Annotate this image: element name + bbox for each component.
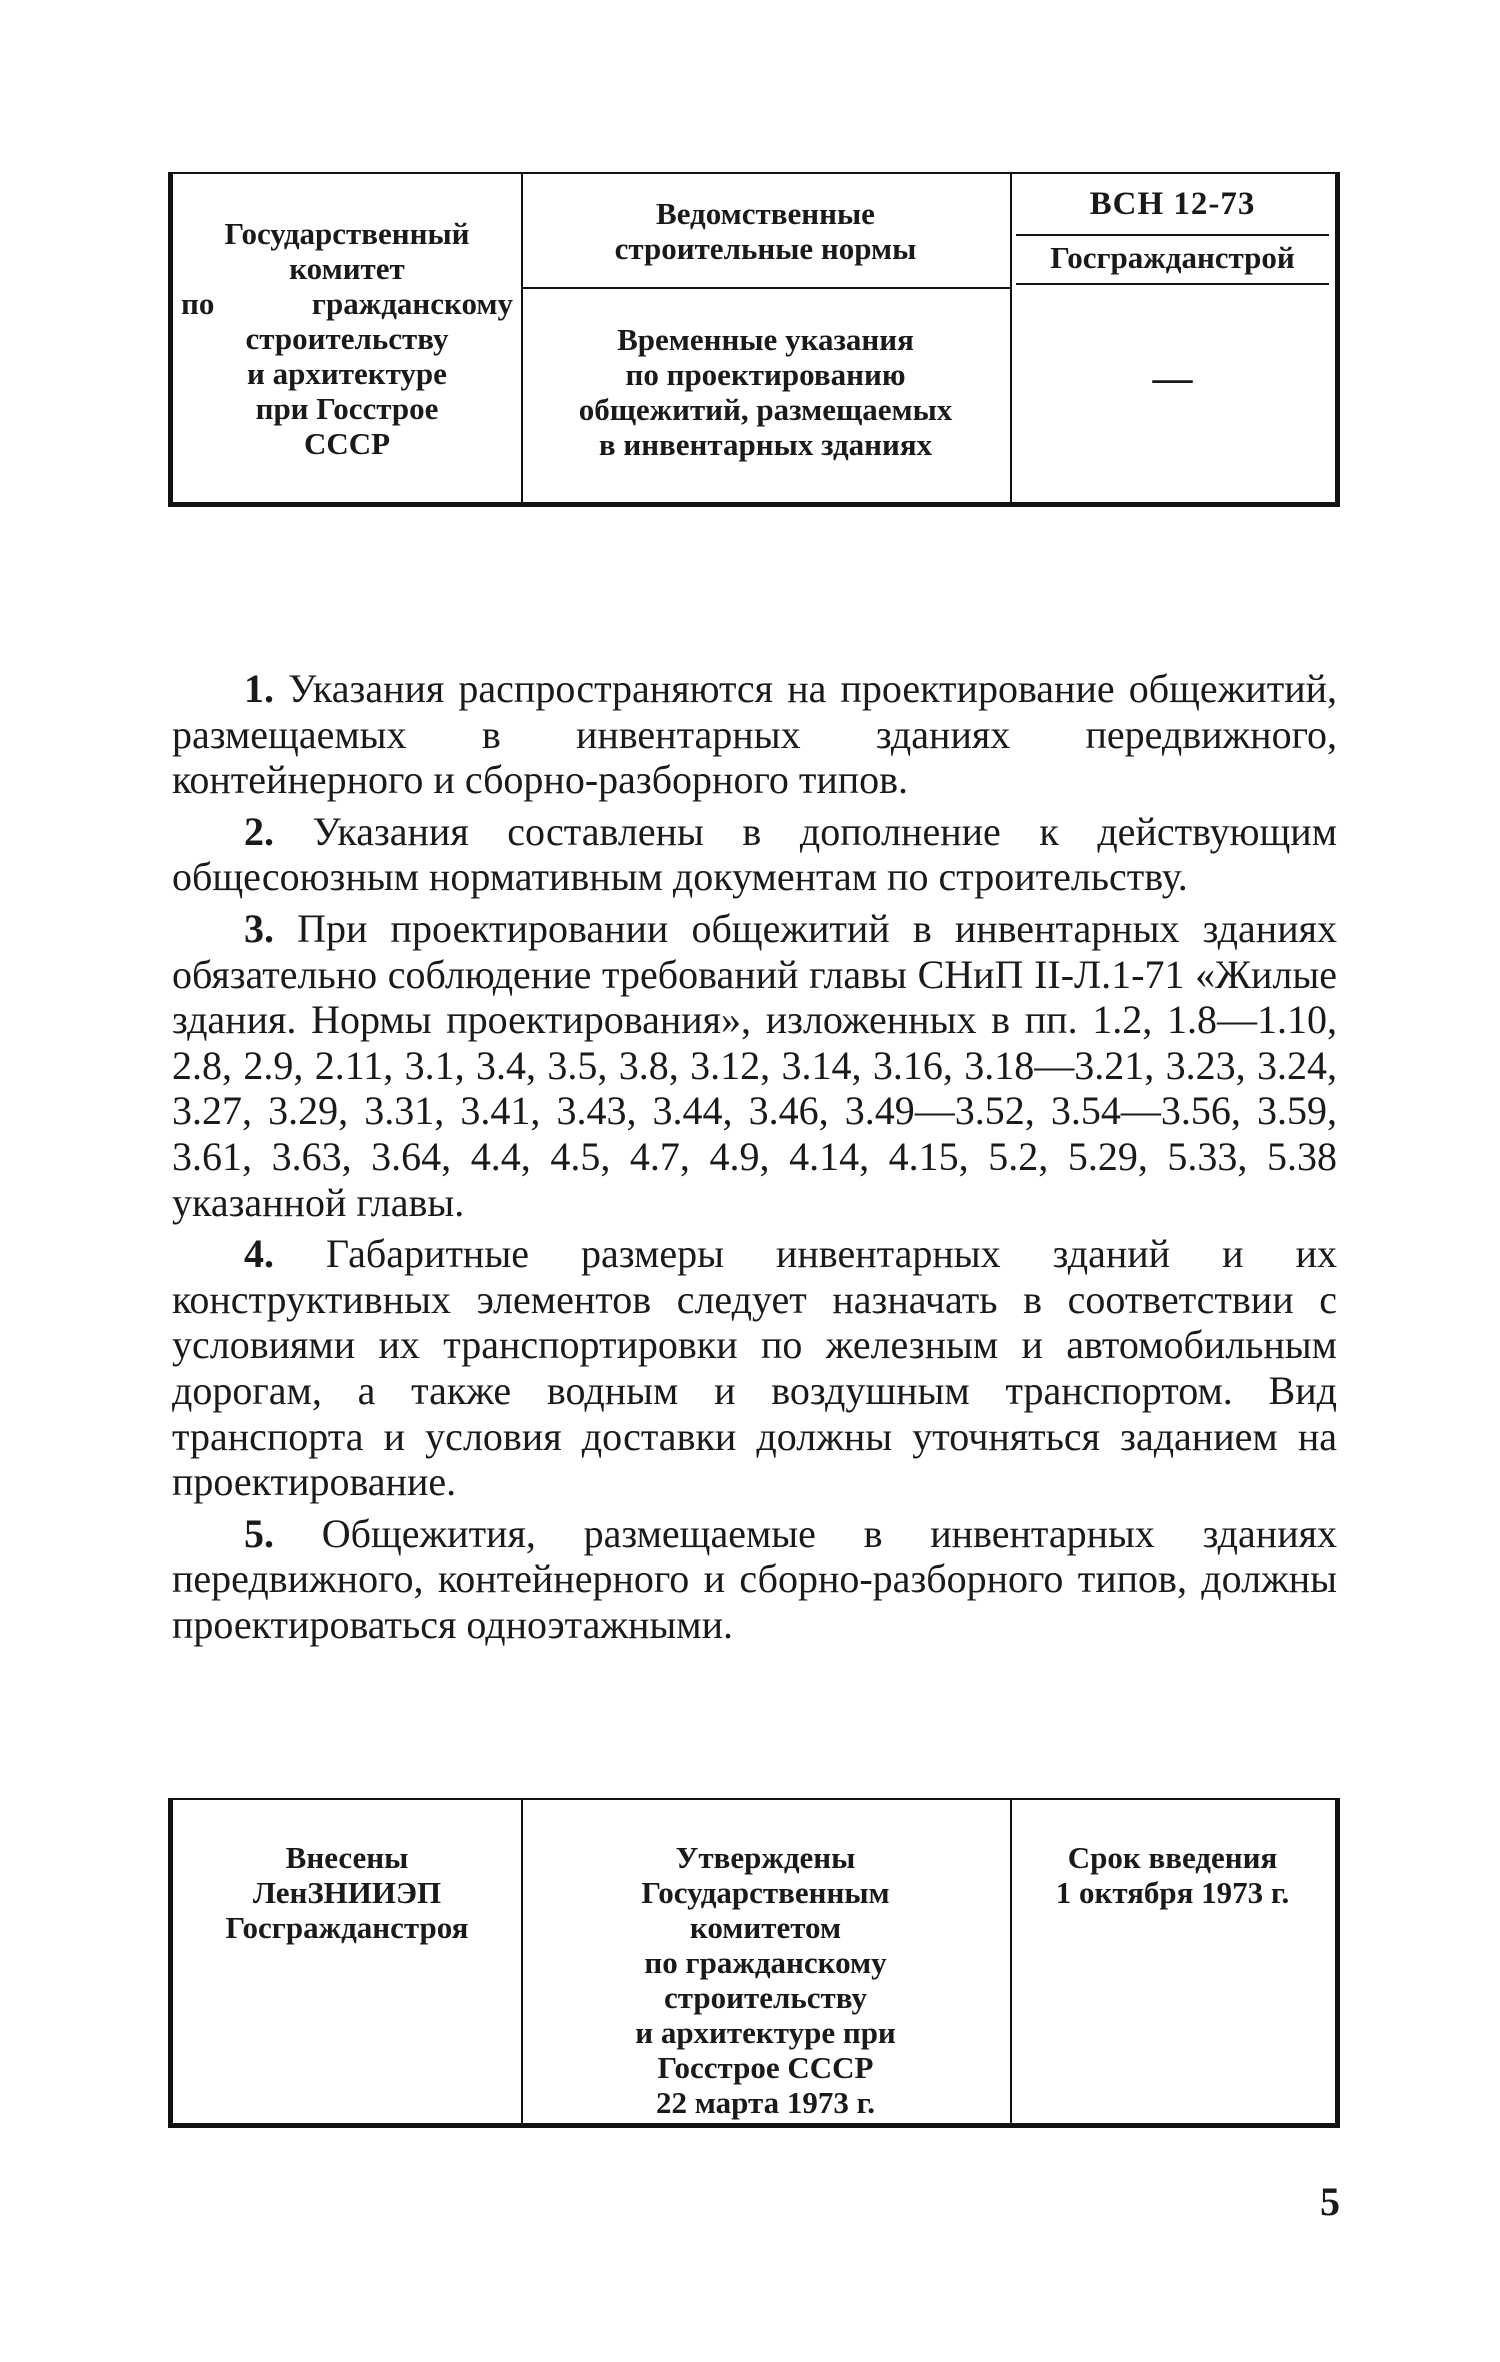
effective-text [1014, 1840, 1331, 1910]
issuer-line: строительству [245, 321, 449, 356]
cell-divider [521, 287, 1010, 289]
doc-type-line: Ведомственные [656, 196, 875, 231]
doc-title [527, 322, 1004, 462]
paragraph-number: 1. [244, 666, 274, 711]
title-line: по проектированию [625, 357, 906, 392]
approved-line: Утверждены [675, 1840, 856, 1875]
doc-type [521, 196, 1010, 286]
approved-line: 22 марта 1973 г. [656, 2085, 875, 2120]
header-table [168, 172, 1340, 507]
doc-org: Гоcгражданстрой [1050, 240, 1295, 275]
page-number: 5 [1320, 2179, 1340, 2224]
issuer-line: СССР [303, 426, 391, 461]
document-body [172, 666, 1337, 1653]
issuer-line: при Госстрое [255, 391, 439, 426]
code-divider [1016, 234, 1329, 236]
approved-line: и архитектуре при [635, 2015, 896, 2050]
approved-line: по гражданскому [644, 1945, 887, 1980]
submitted-line: Внесены [285, 1840, 409, 1875]
title-line: Временные указания [617, 322, 914, 357]
paragraph [172, 809, 1337, 900]
title-line: в инвентарных зданиях [598, 427, 933, 462]
submitted-cell [173, 1800, 523, 2123]
paragraph-number: 3. [244, 905, 274, 951]
submitted-line: ЛенЗНИИЭП [252, 1875, 442, 1910]
paragraph-number: 2. [244, 808, 274, 854]
approved-line: Государственным [641, 1875, 890, 1910]
effective-cell [1010, 1800, 1335, 2123]
approved-line: строительству [664, 1980, 867, 2015]
approved-cell [521, 1800, 1012, 2123]
paragraph [172, 906, 1337, 1225]
doc-type-line: строительные нормы [614, 231, 917, 266]
effective-line: Срок введения [1067, 1840, 1278, 1875]
paragraph-number: 5. [244, 1510, 274, 1556]
paragraph-text: Габаритные размеры инвентарных зданий и их конструктивных элементов следует назначать в соответствии с условиями их транспортировки по железным и автомобильным дорогам, а также водным и воздушным транспортом. Вид транспорта и условия доставки должны уточняться заданием на проектирование. [172, 1231, 1337, 1505]
code-cell [1010, 174, 1335, 502]
paragraph [172, 1511, 1337, 1648]
submitted-line: Госгражданстроя [225, 1910, 469, 1945]
issuer-cell [173, 174, 523, 502]
footer-table [168, 1798, 1340, 2128]
issuer-line: и архитектуре [247, 356, 447, 391]
issuer-line: комитет [289, 251, 405, 286]
paragraph-text: При проектировании общежитий в инвентарных зданиях обязательно соблюдение требований главы СНиП II-Л.1-71 «Жилые здания. Нормы проектирования», изложенных в пп. 1.2, 1.8—1.10, 2.8, 2.9, 2.11, 3.1, 3.4, 3.5, 3.8, 3.12, 3.14, 3.16, 3.18—3.21, 3.23, 3.24, 3.27, 3.29, 3.31, 3.41, 3.43, 3.44, 3.46, 3.49—3.52, 3.54—3.56, 3.59, 3.61, 3.63, 3.64, 4.4, 4.5, 4.7, 4.9, 4.14, 4.15, 5.2, 5.29, 5.33, 5.38 указанной главы. [172, 905, 1337, 1225]
paragraph [172, 1231, 1337, 1505]
doc-title-cell [521, 174, 1012, 502]
issuer-text [181, 216, 513, 461]
paragraph-text: Указания составлены в дополнение к действующим общесоюзным нормативным документам по строительству. [172, 808, 1337, 900]
title-line: общежитий, размещаемых [578, 392, 953, 427]
paragraph [172, 666, 1337, 803]
approved-line: Госстрое СССР [657, 2050, 874, 2085]
approved-text [525, 1840, 1006, 2120]
org-divider [1016, 283, 1329, 285]
doc-code: ВСН 12-73 [1089, 186, 1256, 222]
effective-line: 1 октября 1973 г. [1055, 1875, 1290, 1910]
paragraph-text: Общежития, размещаемые в инвентарных зданиях передвижного, контейнерного и сборно-разборного типов, должны проектироваться одноэтажными. [172, 1510, 1337, 1647]
issuer-line: по гражданскому [181, 286, 513, 321]
issuer-line: Государственный [224, 216, 470, 251]
submitted-text [177, 1840, 517, 1945]
replaces-value: — [1152, 355, 1193, 400]
paragraph-text: Указания распространяются на проектирование общежитий, размещаемых в инвентарных зданиях передвижного, контейнерного и сборно-разборного типов. [172, 666, 1337, 803]
approved-line: комитетом [689, 1910, 842, 1945]
paragraph-number: 4. [244, 1231, 274, 1277]
